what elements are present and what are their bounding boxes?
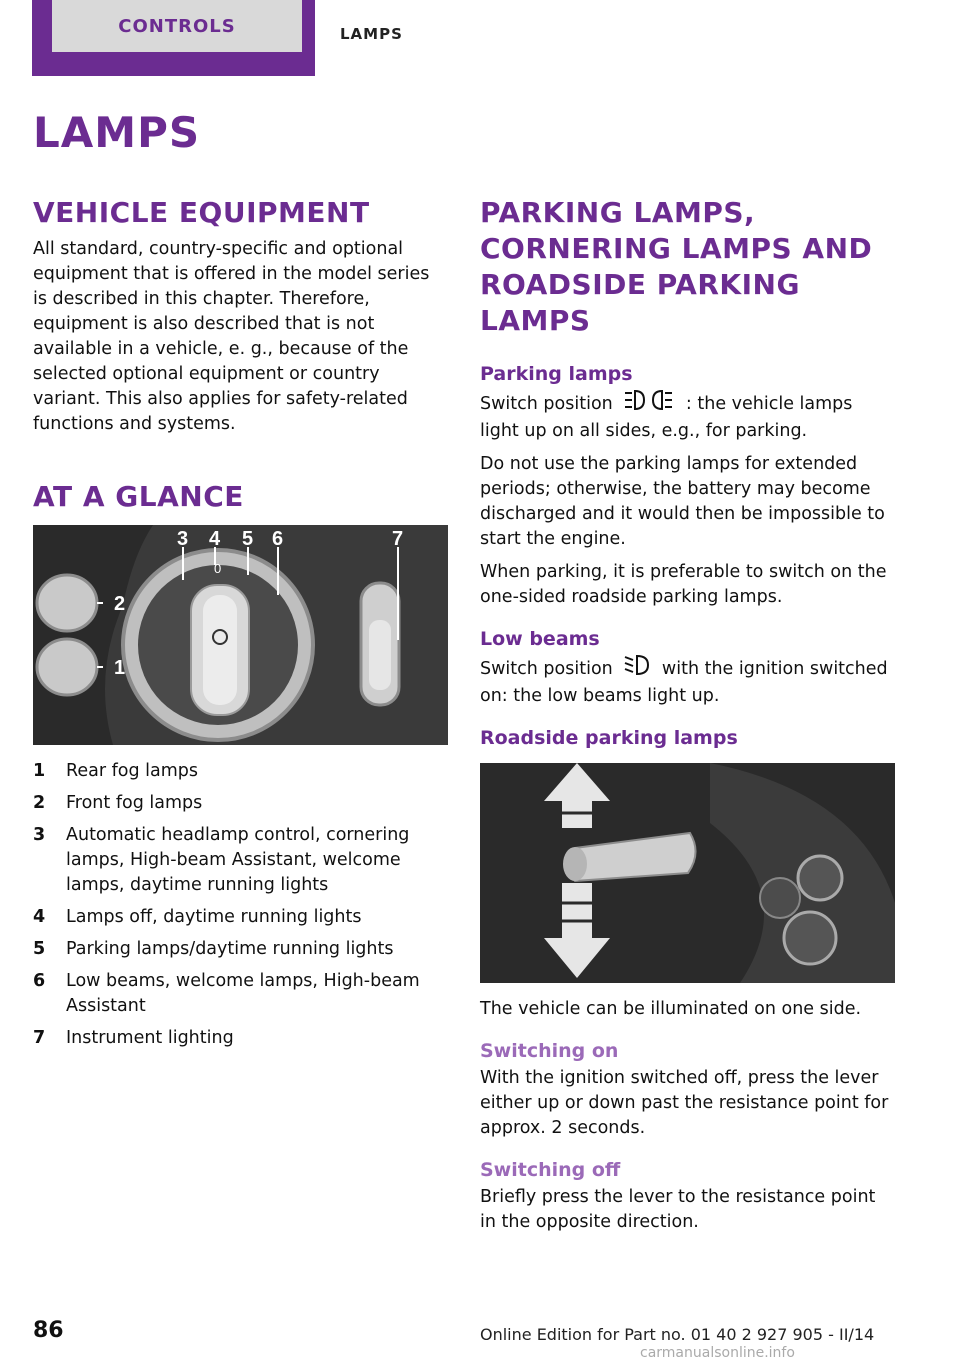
legend-item	[33, 905, 448, 930]
legend-number: 7	[33, 1028, 46, 1048]
callout-3: 3	[177, 528, 189, 550]
chapter-tab-label: CONTROLS	[118, 15, 236, 37]
roadside-caption: The vehicle can be illuminated on one side.	[480, 999, 862, 1019]
parking-lamps-icon	[624, 389, 674, 419]
legend-text: Low beams, welcome lamps, High-beam Assistant	[66, 971, 420, 1016]
legend-number: 2	[33, 793, 46, 813]
legend-text: Automatic headlamp control, cornering lamps, High-beam Assistant, welcome lamps, daytime running lights	[66, 825, 410, 895]
switching-off-text: Briefly press the lever to the resistance point in the opposite direction.	[480, 1187, 876, 1232]
callout-6: 6	[272, 528, 284, 550]
parking-lamps-text-1	[480, 389, 895, 444]
parking-lamps-text-1-before: Switch position	[480, 394, 613, 414]
parking-lamps-text-1-after: : the vehicle lamps light up on all sides, e.g., for parking.	[480, 394, 853, 441]
switching-off-heading: Switching off	[480, 1159, 621, 1181]
legend-item	[33, 791, 448, 816]
edition-note: Online Edition for Part no. 01 40 2 927 905 - II/14	[480, 1325, 875, 1344]
parking-lamps-text-2: Do not use the parking lamps for extended periods; otherwise, the battery may become discharged and it would then be impossible to start the engine.	[480, 454, 885, 549]
at-a-glance-heading: AT A GLANCE	[33, 480, 244, 513]
callout-2: 2	[114, 593, 126, 615]
parking-lamps-heading: Parking lamps	[480, 363, 633, 385]
callout-4: 4	[209, 528, 221, 550]
low-beams-text-before: Switch position	[480, 659, 613, 679]
low-beams-heading: Low beams	[480, 628, 600, 650]
watermark: carmanualsonline.info	[640, 1345, 795, 1361]
vehicle-equipment-text: All standard, country-specific and optional equipment that is offered in the model series is described in this chapter. Therefore, equipment is also described that is not available in a vehicle, e. g., because of the selected optional equipment or country variant. This also applies for safety-related functions and systems.	[33, 239, 430, 434]
legend-text: Instrument lighting	[66, 1028, 234, 1048]
switching-on-heading: Switching on	[480, 1040, 619, 1062]
legend-number: 1	[33, 761, 46, 781]
legend-number: 3	[33, 825, 46, 845]
callout-1: 1	[114, 657, 126, 679]
vehicle-equipment-heading: VEHICLE EQUIPMENT	[33, 196, 370, 229]
parking-lamps-section-heading: PARKING LAMPS, CORNERING LAMPS AND ROADSIDE PARKING LAMPS	[480, 196, 873, 337]
lever-illustration	[480, 763, 895, 983]
legend-item	[33, 969, 448, 1019]
at-a-glance-legend	[33, 759, 448, 1051]
chapter-tab[interactable]	[32, 0, 315, 76]
chapter-tab-inner	[52, 0, 302, 52]
section-title: LAMPS	[340, 25, 403, 43]
switch-position-zero: 0	[214, 561, 222, 576]
callout-5: 5	[242, 528, 254, 550]
page-title: LAMPS	[33, 108, 201, 157]
legend-item	[33, 937, 448, 962]
switching-on-text: With the ignition switched off, press the lever either up or down past the resistance point for approx. 2 seconds.	[480, 1068, 889, 1138]
legend-item	[33, 823, 448, 898]
low-beams-text-after: with the ignition switched on: the low beams light up.	[480, 659, 888, 706]
legend-number: 4	[33, 907, 46, 927]
page-number: 86	[33, 1318, 64, 1343]
legend-text: Rear fog lamps	[66, 761, 199, 781]
legend-number: 5	[33, 939, 46, 959]
legend-item	[33, 759, 448, 784]
legend-text: Front fog lamps	[66, 793, 203, 813]
parking-lamps-text-3: When parking, it is preferable to switch on the one-sided roadside parking lamps.	[480, 562, 887, 607]
legend-text: Lamps off, daytime running lights	[66, 907, 362, 927]
low-beams-text	[480, 654, 895, 709]
light-switch-photo	[33, 525, 448, 745]
left-column	[33, 195, 448, 1058]
low-beams-icon	[624, 654, 650, 684]
right-column	[480, 195, 895, 1243]
legend-number: 6	[33, 971, 46, 991]
light-switch-illustration	[33, 525, 448, 745]
legend-item	[33, 1026, 448, 1051]
turn-signal-lever-photo	[480, 763, 895, 983]
callout-7: 7	[392, 528, 404, 550]
roadside-parking-heading: Roadside parking lamps	[480, 727, 738, 749]
legend-text: Parking lamps/daytime running lights	[66, 939, 394, 959]
